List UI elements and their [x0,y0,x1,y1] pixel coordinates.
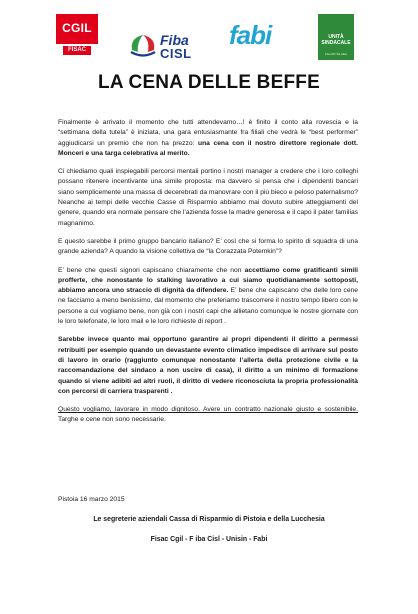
paragraph-2: Ci chiediamo quali inspiegabili percorsi mentali portino i nostri manager a credere che i loro colleghi possano ritenere incentivante una simile proposta: ma davvero si pensa che i dipendenti bancari siano semplicemente una massa di decerebrati da manovrare con il più bieco e peloso paternalismo? Neanche ai tempi delle vecchie Casse di Risparmio abbiamo mai dovuto subire atteggiamenti del genere, quando era normale pensare che l’azienda fosse la madre generosa e il capo il pater familias magnanimo. [58,168,359,227]
fabi-logo: fabi [229,20,272,50]
fiba-logo-text: Fiba [160,32,189,48]
paragraph-4-text: E’ bene che questi signori capiscano chiaramente che non [58,266,245,274]
paragraph-6 [58,405,358,426]
fisac-logo-text: FISAC [63,46,91,55]
paragraph-4-bold: accettiamo come gratificanti simili profferte, che nonostante lo stalking lavorativo a cui siamo quotidianamente sottoposti, abbiamo ancora uno straccio di dignità da difendere. [58,266,358,295]
cisl-logo-text: CISL [160,46,192,61]
document-body [58,118,358,434]
paragraph-1-text: Finalmente è arrivato il momento che tutti attendevamo…! è finito il conto alla rovescia e la “settimana della tutela” è iniziata, una gara entusiasmante fra filiali che vedrà le “best performer” aggiudicarsi un premio che non ha prezzo: [58,119,358,147]
unisin-logo [318,14,354,60]
cgil-logo-text: CGIL [62,21,92,35]
paragraph-4-text-end: E’ bene che capiscano che delle loro cene ne facciamo a meno benissimo, dal momento che preferiamo trascorrere il nostro tempo libero con le persone a cui vogliamo bene, non già con i nostri capi che allietano comunque le nostre giornate con le loro telefonate, le loro mail e le loro richieste di report . [58,287,358,326]
paragraph-5: Sarebbe invece quanto mai opportuno garantire ai propri dipendenti il diritto a permessi retribuiti per esempio quando un devastante evento climatico impedisce di arrivare sul posto di lavoro in orario (raggiunto comunque nonostante l’allerta della protezione civile e la raccomandazione del sindaco a non uscire di casa), il diritto a un minimo di formazione quando si viene adibiti ad altri ruoli, il diritto di vedere riconosciuta la propria professionalità con percorsi di carriera trasparenti . [58,336,358,395]
paragraph-3: E questo sarebbe il primo gruppo bancario italiano? E’ così che si forma lo spirito di squadra di una grande azienda? A quando la visione collettiva de “la Corazzata Potemkin”? [58,237,358,256]
logo-bar [0,0,418,70]
signature-unions: Fisac Cgil - F iba Cisl - Unisin - Fabi [150,536,268,543]
signature-line: Le segreterie aziendali Cassa di Risparmio di Pistoia e della Lucchesia [93,516,325,523]
cgil-fisac-logo [56,14,98,55]
document-date: Pistoia 16 marzo 2015 [58,496,125,503]
unisin-logo-text: UNITÀ SINDACALE [321,34,351,46]
unisin-logo-subtext: FALCRI SILCEA [324,52,347,56]
fiba-cisl-logo [128,14,198,62]
document-title: LA CENA DELLE BEFFE [98,72,320,93]
paragraph-1-bold: una cena con il nostro direttore regionale dott. Monceri e una targa celebrativa al merito. [58,139,358,157]
paragraph-4 [58,266,358,328]
paragraph-1 [58,118,358,159]
paragraph-6-underlined: Questo vogliamo, lavorare in modo dignitoso. Avere un contratto nazionale giusto e sostenibile. [58,406,358,414]
fiba-ring-icon [128,30,158,60]
paragraph-6-text: Targhe e cene non sono necessarie. [58,416,166,424]
